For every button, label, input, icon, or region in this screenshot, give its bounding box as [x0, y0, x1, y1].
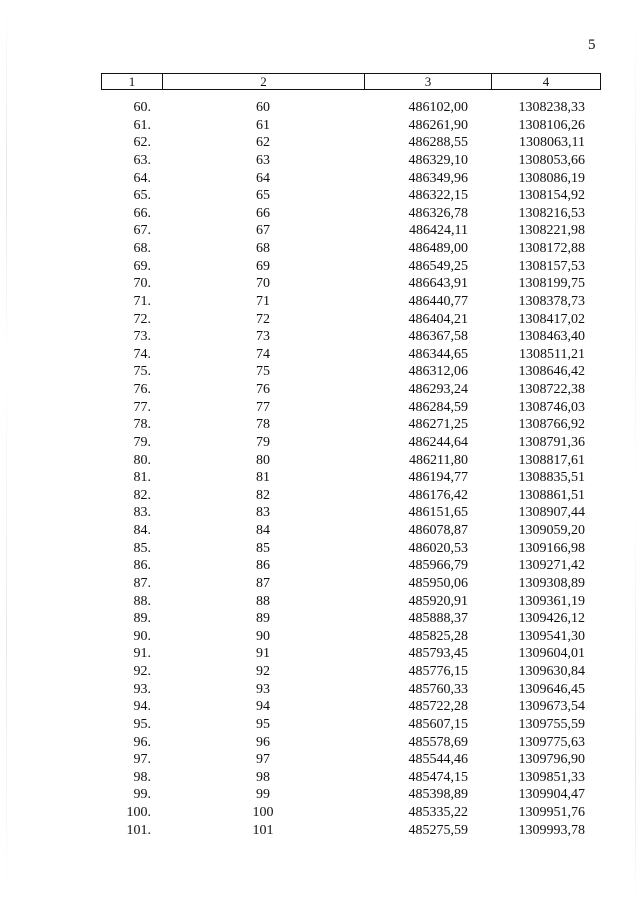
- table-row: [101, 311, 601, 329]
- point-number-cell: 67: [256, 223, 270, 239]
- point-number-cell: 82: [256, 487, 270, 503]
- x-coordinate-cell: 486176,42: [408, 487, 468, 503]
- y-coordinate-cell: 1308221,98: [518, 223, 585, 239]
- point-number-cell: 85: [256, 540, 270, 556]
- y-coordinate-cell: 1308722,38: [518, 382, 585, 397]
- point-number-cell: 98: [256, 769, 270, 785]
- row-number-cell: 68.: [133, 241, 151, 256]
- row-number-cell: 98.: [133, 769, 151, 785]
- x-coordinate-cell: 486194,77: [408, 470, 468, 486]
- table-row: [101, 487, 601, 505]
- y-coordinate-cell: 1308378,73: [518, 293, 585, 309]
- x-coordinate-cell: 486211,80: [409, 452, 468, 468]
- table-row: [101, 363, 601, 381]
- table-row: [101, 786, 601, 804]
- y-coordinate-cell: 1308154,92: [518, 188, 585, 204]
- y-coordinate-cell: 1308216,53: [518, 205, 585, 221]
- point-number-cell: 68: [256, 241, 270, 256]
- point-number-cell: 69: [256, 258, 270, 274]
- row-number-cell: 101.: [126, 822, 151, 838]
- point-number-cell: 66: [256, 205, 270, 221]
- x-coordinate-cell: 486344,65: [408, 346, 468, 362]
- point-number-cell: 61: [256, 117, 270, 133]
- table-row: [101, 575, 601, 593]
- y-coordinate-cell: 1308646,42: [518, 364, 585, 380]
- table-row: [101, 452, 601, 470]
- y-coordinate-cell: 1309604,01: [518, 646, 585, 662]
- y-coordinate-cell: 1308172,88: [518, 241, 585, 256]
- table-row: [101, 99, 601, 117]
- row-number-cell: 69.: [133, 258, 151, 274]
- point-number-cell: 60: [256, 100, 270, 115]
- table-row: [101, 540, 601, 558]
- y-coordinate-cell: 1309646,45: [518, 681, 585, 697]
- x-coordinate-cell: 486349,96: [408, 170, 468, 186]
- table-row: [101, 117, 601, 135]
- row-number-cell: 91.: [133, 646, 151, 662]
- page-number: 5: [588, 37, 596, 53]
- row-number-cell: 72.: [133, 311, 151, 327]
- table-header: [101, 73, 601, 90]
- point-number-cell: 70: [256, 276, 270, 292]
- row-number-cell: 85.: [133, 540, 151, 556]
- y-coordinate-cell: 1308746,03: [518, 399, 585, 415]
- row-number-cell: 61.: [133, 117, 151, 133]
- x-coordinate-cell: 486367,58: [408, 329, 468, 345]
- x-coordinate-cell: 486440,77: [408, 293, 468, 309]
- y-coordinate-cell: 1309951,76: [518, 805, 585, 820]
- y-coordinate-cell: 1309775,63: [518, 734, 585, 750]
- y-coordinate-cell: 1309796,90: [518, 752, 585, 768]
- row-number-cell: 60.: [133, 100, 151, 115]
- y-coordinate-cell: 1309541,30: [518, 628, 585, 644]
- point-number-cell: 77: [256, 399, 270, 415]
- table-row: [101, 769, 601, 787]
- y-coordinate-cell: 1309059,20: [518, 523, 585, 538]
- x-coordinate-cell: 485275,59: [408, 822, 468, 838]
- x-coordinate-cell: 485793,45: [408, 646, 468, 662]
- point-number-cell: 96: [256, 734, 270, 750]
- x-coordinate-cell: 485335,22: [408, 805, 468, 820]
- y-coordinate-cell: 1309904,47: [518, 787, 585, 803]
- x-coordinate-cell: 486288,55: [408, 135, 468, 151]
- x-coordinate-cell: 485825,28: [408, 628, 468, 644]
- table-row: [101, 152, 601, 170]
- x-coordinate-cell: 485607,15: [408, 716, 468, 732]
- row-number-cell: 90.: [133, 628, 151, 644]
- row-number-cell: 84.: [133, 523, 151, 538]
- table-row: [101, 593, 601, 611]
- table-row: [101, 504, 601, 522]
- row-number-cell: 81.: [133, 470, 151, 486]
- point-number-cell: 92: [256, 664, 270, 679]
- y-coordinate-cell: 1308463,40: [518, 329, 585, 345]
- header-cell-col4: 4: [542, 74, 550, 89]
- row-number-cell: 74.: [133, 346, 151, 362]
- row-number-cell: 80.: [133, 452, 151, 468]
- table-row: [101, 522, 601, 540]
- table-row: [101, 557, 601, 575]
- x-coordinate-cell: 486293,24: [408, 382, 468, 397]
- point-number-cell: 89: [256, 611, 270, 627]
- point-number-cell: 97: [256, 752, 270, 768]
- y-coordinate-cell: 1308511,21: [519, 346, 585, 362]
- x-coordinate-cell: 485578,69: [408, 734, 468, 750]
- table-row: [101, 751, 601, 769]
- row-number-cell: 89.: [133, 611, 151, 627]
- point-number-cell: 88: [256, 593, 270, 609]
- x-coordinate-cell: 486020,53: [408, 540, 468, 556]
- x-coordinate-cell: 486424,11: [409, 223, 468, 239]
- x-coordinate-cell: 486271,25: [408, 417, 468, 433]
- x-coordinate-cell: 486489,00: [408, 241, 468, 256]
- row-number-cell: 71.: [133, 293, 151, 309]
- x-coordinate-cell: 486404,21: [408, 311, 468, 327]
- y-coordinate-cell: 1308157,53: [518, 258, 585, 274]
- table-row: [101, 240, 601, 258]
- y-coordinate-cell: 1308086,19: [518, 170, 585, 186]
- x-coordinate-cell: 486261,90: [408, 117, 468, 133]
- row-number-cell: 62.: [133, 135, 151, 151]
- row-number-cell: 88.: [133, 593, 151, 609]
- header-cell-col2: 2: [163, 74, 365, 89]
- x-coordinate-cell: 486078,87: [408, 523, 468, 538]
- table-row: [101, 222, 601, 240]
- header-cell-col3: 3: [365, 74, 492, 89]
- table-row: [101, 804, 601, 822]
- x-coordinate-cell: 485398,89: [408, 787, 468, 803]
- y-coordinate-cell: 1308861,51: [518, 487, 585, 503]
- y-coordinate-cell: 1309361,19: [518, 593, 585, 609]
- point-number-cell: 74: [256, 346, 270, 362]
- x-coordinate-cell: 486284,59: [408, 399, 468, 415]
- point-number-cell: 79: [256, 434, 270, 450]
- point-number-cell: 65: [256, 188, 270, 204]
- x-coordinate-cell: 486244,64: [408, 434, 468, 450]
- scan-edge-left: [6, 0, 7, 905]
- table-row: [101, 610, 601, 628]
- x-coordinate-cell: 486329,10: [408, 152, 468, 168]
- point-number-cell: 83: [256, 505, 270, 521]
- y-coordinate-cell: 1309308,89: [518, 575, 585, 591]
- x-coordinate-cell: 485950,06: [408, 575, 468, 591]
- point-number-cell: 90: [256, 628, 270, 644]
- row-number-cell: 96.: [133, 734, 151, 750]
- table-row: [101, 716, 601, 734]
- row-number-cell: 67.: [133, 223, 151, 239]
- point-number-cell: 63: [256, 152, 270, 168]
- table-row: [101, 681, 601, 699]
- x-coordinate-cell: 486549,25: [408, 258, 468, 274]
- x-coordinate-cell: 485776,15: [408, 664, 468, 679]
- row-number-cell: 97.: [133, 752, 151, 768]
- row-number-cell: 79.: [133, 434, 151, 450]
- y-coordinate-cell: 1308791,36: [518, 434, 585, 450]
- point-number-cell: 101: [252, 822, 274, 838]
- table-row: [101, 399, 601, 417]
- y-coordinate-cell: 1309755,59: [518, 716, 585, 732]
- row-number-cell: 64.: [133, 170, 151, 186]
- point-number-cell: 81: [256, 470, 270, 486]
- y-coordinate-cell: 1309673,54: [518, 699, 585, 715]
- point-number-cell: 80: [256, 452, 270, 468]
- row-number-cell: 94.: [133, 699, 151, 715]
- point-number-cell: 75: [256, 364, 270, 380]
- point-number-cell: 62: [256, 135, 270, 151]
- row-number-cell: 76.: [133, 382, 151, 397]
- point-number-cell: 76: [256, 382, 270, 397]
- x-coordinate-cell: 486102,00: [408, 100, 468, 115]
- header-cell-col1: 1: [102, 74, 163, 89]
- table-row: [101, 328, 601, 346]
- row-number-cell: 66.: [133, 205, 151, 221]
- table-row: [101, 170, 601, 188]
- x-coordinate-cell: 486326,78: [408, 205, 468, 221]
- y-coordinate-cell: 1308238,33: [518, 100, 585, 115]
- row-number-cell: 73.: [133, 329, 151, 345]
- row-number-cell: 99.: [133, 787, 151, 803]
- row-number-cell: 93.: [133, 681, 151, 697]
- y-coordinate-cell: 1309993,78: [518, 822, 585, 838]
- y-coordinate-cell: 1308835,51: [518, 470, 585, 486]
- table-row: [101, 258, 601, 276]
- row-number-cell: 75.: [133, 364, 151, 380]
- point-number-cell: 72: [256, 311, 270, 327]
- point-number-cell: 86: [256, 558, 270, 574]
- row-number-cell: 86.: [133, 558, 151, 574]
- row-number-cell: 83.: [133, 505, 151, 521]
- x-coordinate-cell: 485544,46: [408, 752, 468, 768]
- point-number-cell: 99: [256, 787, 270, 803]
- x-coordinate-cell: 485966,79: [408, 558, 468, 574]
- row-number-cell: 100.: [126, 805, 151, 820]
- row-number-cell: 95.: [133, 716, 151, 732]
- x-coordinate-cell: 486151,65: [408, 505, 468, 521]
- table-row: [101, 628, 601, 646]
- y-coordinate-cell: 1309426,12: [518, 611, 585, 627]
- y-coordinate-cell: 1308106,26: [518, 117, 585, 133]
- x-coordinate-cell: 485722,28: [408, 699, 468, 715]
- row-number-cell: 92.: [133, 664, 151, 679]
- point-number-cell: 100: [252, 805, 274, 820]
- y-coordinate-cell: 1309630,84: [518, 664, 585, 679]
- x-coordinate-cell: 486322,15: [408, 188, 468, 204]
- x-coordinate-cell: 486312,06: [408, 364, 468, 380]
- table-row: [101, 416, 601, 434]
- table-row: [101, 434, 601, 452]
- point-number-cell: 71: [256, 293, 270, 309]
- table-row: [101, 698, 601, 716]
- table-row: [101, 293, 601, 311]
- point-number-cell: 64: [256, 170, 270, 186]
- point-number-cell: 93: [256, 681, 270, 697]
- point-number-cell: 73: [256, 329, 270, 345]
- row-number-cell: 77.: [133, 399, 151, 415]
- row-number-cell: 65.: [133, 188, 151, 204]
- table-row: [101, 187, 601, 205]
- point-number-cell: 95: [256, 716, 270, 732]
- y-coordinate-cell: 1308766,92: [518, 417, 585, 433]
- x-coordinate-cell: 485474,15: [408, 769, 468, 785]
- row-number-cell: 70.: [133, 276, 151, 292]
- table-row: [101, 205, 601, 223]
- table-row: [101, 645, 601, 663]
- table-row: [101, 275, 601, 293]
- x-coordinate-cell: 485760,33: [408, 681, 468, 697]
- row-number-cell: 78.: [133, 417, 151, 433]
- point-number-cell: 94: [256, 699, 270, 715]
- point-number-cell: 87: [256, 575, 270, 591]
- x-coordinate-cell: 485888,37: [408, 611, 468, 627]
- y-coordinate-cell: 1309851,33: [518, 769, 585, 785]
- table-row: [101, 663, 601, 681]
- scan-edge-right: [635, 0, 636, 905]
- table-row: [101, 346, 601, 364]
- row-number-cell: 82.: [133, 487, 151, 503]
- y-coordinate-cell: 1309271,42: [518, 558, 585, 574]
- table-body: [101, 99, 601, 839]
- table-row: [101, 734, 601, 752]
- x-coordinate-cell: 485920,91: [408, 593, 468, 609]
- y-coordinate-cell: 1309166,98: [518, 540, 585, 556]
- point-number-cell: 78: [256, 417, 270, 433]
- y-coordinate-cell: 1308053,66: [518, 152, 585, 168]
- y-coordinate-cell: 1308907,44: [518, 505, 585, 521]
- point-number-cell: 84: [256, 523, 270, 538]
- row-number-cell: 63.: [133, 152, 151, 168]
- y-coordinate-cell: 1308063,11: [519, 135, 585, 151]
- table-row: [101, 381, 601, 399]
- y-coordinate-cell: 1308199,75: [518, 276, 585, 292]
- y-coordinate-cell: 1308817,61: [518, 452, 585, 468]
- y-coordinate-cell: 1308417,02: [518, 311, 585, 327]
- table-row: [101, 822, 601, 840]
- row-number-cell: 87.: [133, 575, 151, 591]
- table-row: [101, 469, 601, 487]
- table-row: [101, 134, 601, 152]
- x-coordinate-cell: 486643,91: [408, 276, 468, 292]
- point-number-cell: 91: [256, 646, 270, 662]
